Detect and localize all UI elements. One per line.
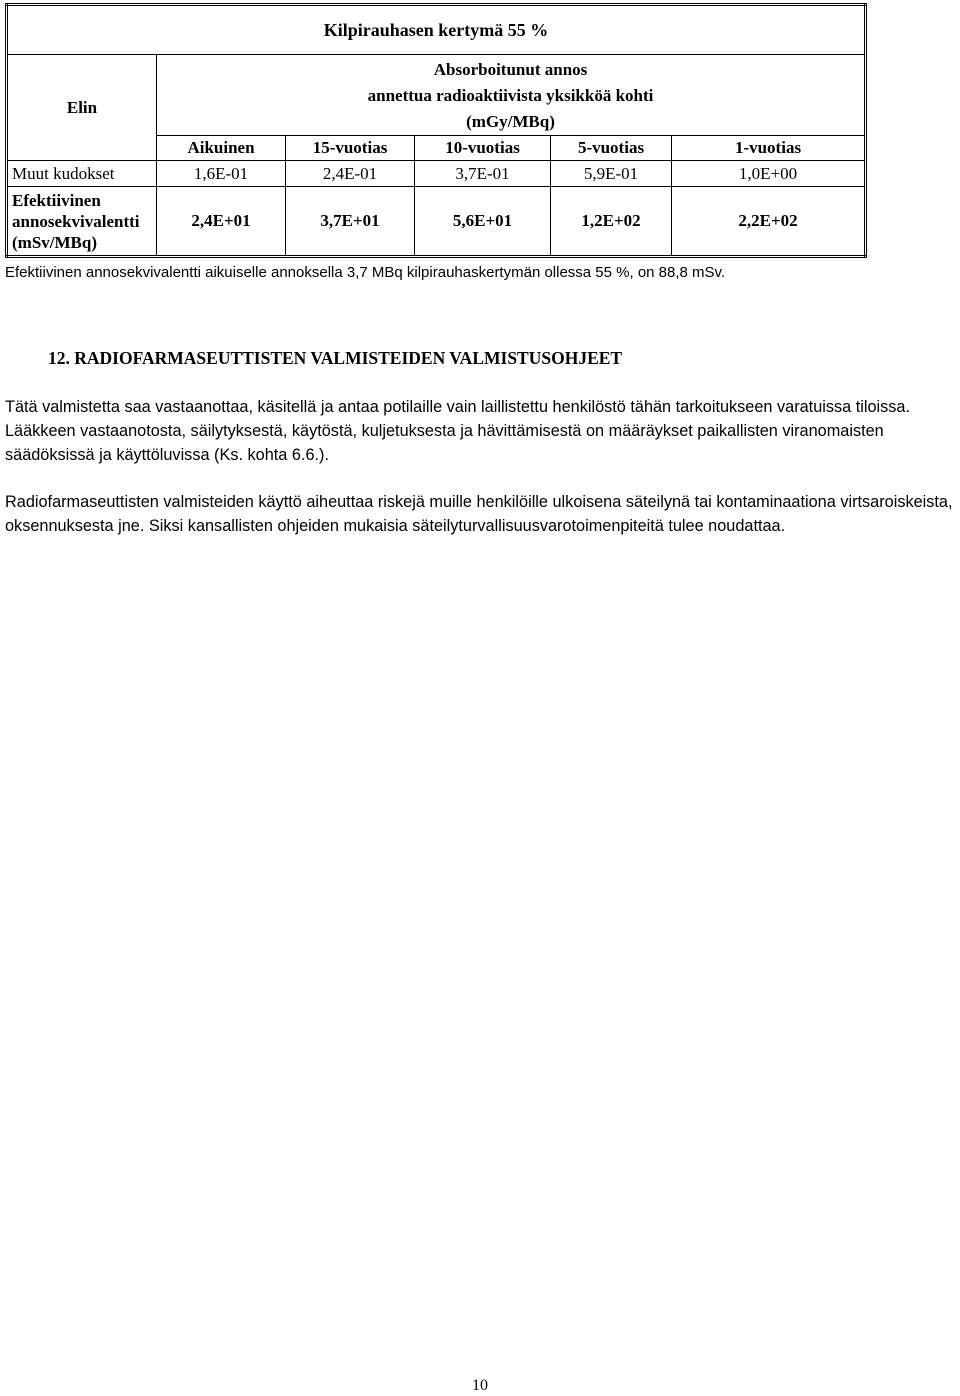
table-cell: 5,9E-01 <box>551 161 672 187</box>
organ-header: Elin <box>7 55 157 161</box>
row-label <box>7 187 157 257</box>
table-cell: 1,0E+00 <box>672 161 866 187</box>
row-label-line: (mSv/MBq) <box>12 232 97 252</box>
table-cell: 1,2E+02 <box>551 187 672 257</box>
table-cell: 1,6E-01 <box>157 161 286 187</box>
age-header-5: 5-vuotias <box>551 136 672 161</box>
paragraph: Tätä valmistetta saa vastaanottaa, käsitellä ja antaa potilaille vain laillistettu henkilöstö tähän tarkoitukseen varatuissa tiloissa. Lääkkeen vastaanotosta, säilytyksestä, käytöstä, kuljetuksesta ja hävittämisestä on määräykset paikallisten viranomaisten säädöksissä ja käyttöluvissa (Ks. kohta 6.6.). <box>5 398 911 464</box>
absorbed-header-line: (mGy/MBq) <box>466 112 555 131</box>
table-cell: 2,4E-01 <box>286 161 415 187</box>
absorbed-header-line: Absorboitunut annos <box>433 60 588 79</box>
table-cell: 2,2E+02 <box>672 187 866 257</box>
age-header-1: 1-vuotias <box>672 136 866 161</box>
absorbed-dose-header <box>157 55 866 136</box>
age-header-15: 15-vuotias <box>286 136 415 161</box>
table-cell: 5,6E+01 <box>415 187 551 257</box>
section-heading: 12. RADIOFARMASEUTTISTEN VALMISTEIDEN VALMISTUSOHJEET <box>48 348 623 368</box>
row-label-line: annosekvivalentti <box>12 211 140 231</box>
table-cell: 2,4E+01 <box>157 187 286 257</box>
table-footnote: Efektiivinen annosekvivalentti aikuiselle annoksella 3,7 MBq kilpirauhaskertymän ollessa 55 %, on 88,8 mSv. <box>5 264 726 281</box>
age-header-10: 10-vuotias <box>415 136 551 161</box>
age-header-adult: Aikuinen <box>157 136 286 161</box>
table-cell: 3,7E+01 <box>286 187 415 257</box>
absorbed-header-line: annettua radioaktiivista yksikköä kohti <box>367 86 654 105</box>
table-title: Kilpirauhasen kertymä 55 % <box>7 5 866 55</box>
row-label-line: Efektiivinen <box>12 190 101 210</box>
table-row <box>7 161 866 187</box>
paragraph: Radiofarmaseuttisten valmisteiden käyttö aiheuttaa riskejä muille henkilöille ulkoisena säteilynä tai kontaminaationa virtsaroiskeista, oksennuksesta jne. Siksi kansallisten ohjeiden mukaisia säteilyturvallisuusvarotoimenpiteitä tulee noudattaa. <box>5 493 953 535</box>
table-cell: 3,7E-01 <box>415 161 551 187</box>
row-label: Muut kudokset <box>7 161 157 187</box>
table-row <box>7 187 866 257</box>
dose-table <box>5 3 867 258</box>
page-number: 10 <box>472 1377 488 1394</box>
